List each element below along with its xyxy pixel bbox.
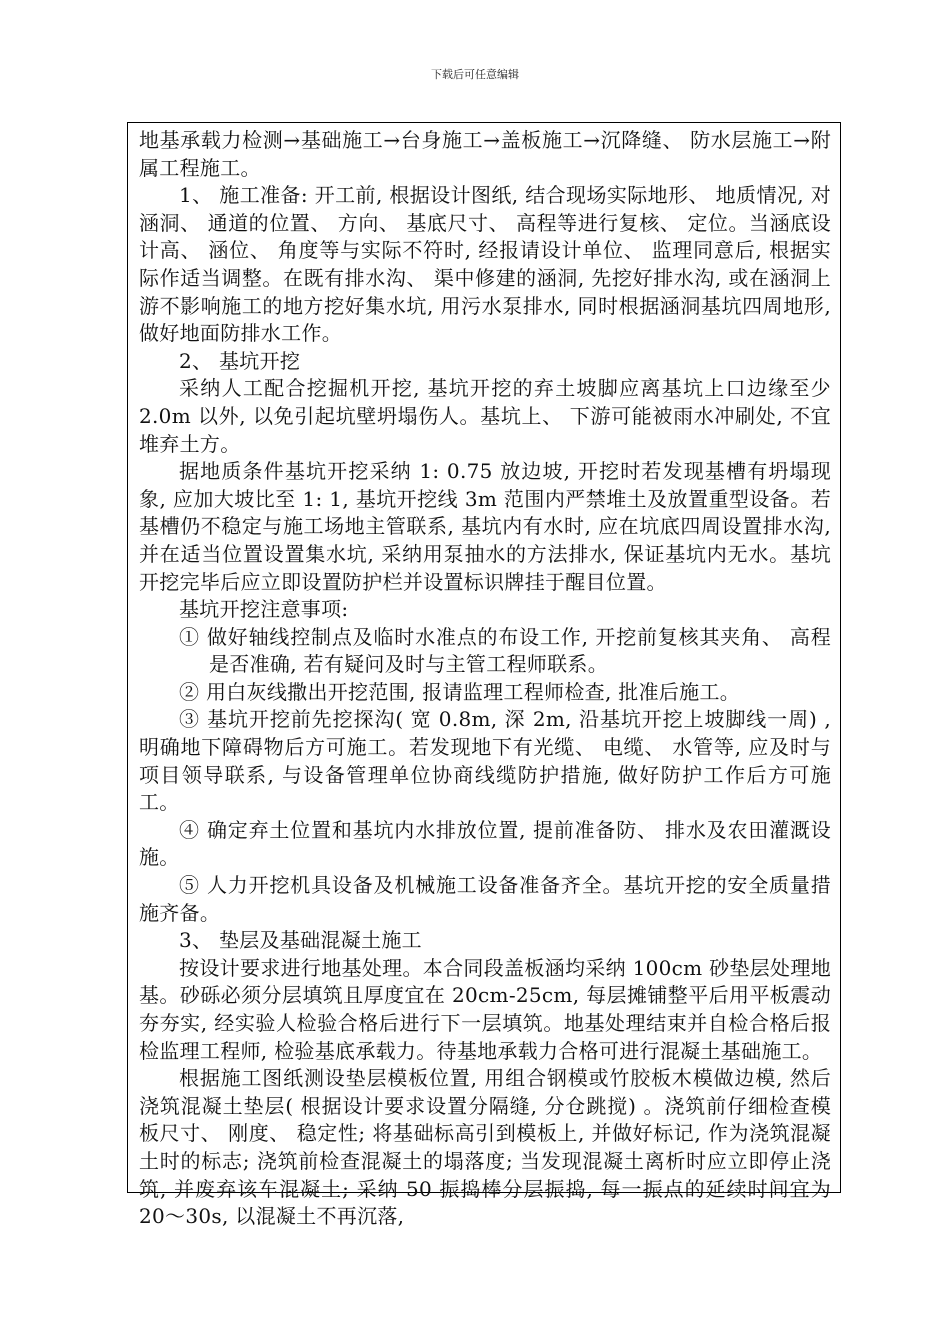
section-heading-excavation: 2、 基坑开挖 [179, 348, 301, 373]
paragraph-excavation-method: 采纳人工配合挖掘机开挖, 基坑开挖的弃土坡脚应离基坑上口边缘至少 2.0m 以外, 以免引起坑壁坍塌伤人。基坑上、 下游可能被雨水冲刷处, 不宜堆弃土方。 [139, 376, 831, 456]
page-header-note: 下载后可任意编辑 [431, 68, 519, 81]
paragraph-foundation-treatment: 按设计要求进行地基处理。本合同段盖板涵均采纳 100cm 砂垫层处理地基。砂砾必须分层填筑且厚度宜在 20cm-25cm, 每层摊铺整平后用平板震动夯夯实, 经实验人检验合格后进行下一层填筑。地基处理结束并自检合格后报检监理工程师, 检验基底承载力。待基地承载力合格可进行混凝土基础施工。 [139, 955, 831, 1063]
paragraph-construction-prep: 1、 施工准备: 开工前, 根据设计图纸, 结合现场实际地形、 地质情况, 对涵洞、 通道的位置、 方向、 基底尺寸、 高程等进行复核、 定位。当涵底设计高、 涵位、 角度等与实际不符时, 经报请设计单位、 监理同意后, 根据实际作适当调整。在既有排水沟、 渠中修建的涵洞, 先挖好排水沟, 或在涵洞上游不影响施工的地方挖好集水坑, 用污水泵排水, 同时根据涵洞基坑四周地形, 做好地面防排水工作。 [139, 183, 831, 346]
document-table-cell [127, 122, 841, 1229]
list-item-note-5: ⑤ 人力开挖机具设备及机械施工设备准备齐全。基坑开挖的安全质量措施齐备。 [139, 873, 831, 925]
document-body [128, 123, 840, 1231]
paragraph-notes-heading: 基坑开挖注意事项: [179, 597, 349, 622]
paragraph-concrete-pouring: 根据施工图纸测设垫层模板位置, 用组合钢模或竹胶板木模做边模, 然后浇筑混凝土垫层( 根据设计要求设置分隔缝, 分仓跳搅) 。浇筑前仔细检查模板尺寸、 刚度、 稳定性; 将基础标高引到模板上, 并做好标记, 作为浇筑混凝土时的标志; 浇筑前检查混凝土的塌落度; 当发现混凝土离析时应立即停止浇筑, 并废弃该车混凝土; 采纳 50 振捣棒分层振捣, 每一振点的延续时间宜为 20～30s, 以混凝土不再沉落, [139, 1066, 831, 1229]
list-item-note-2: ② 用白灰线撒出开挖范围, 报请监理工程师检查, 批准后施工。 [179, 679, 741, 704]
paragraph-slope-requirements: 据地质条件基坑开挖采纳 1: 0.75 放边坡, 开挖时若发现基槽有坍塌现象, 应加大坡比至 1: 1, 基坑开挖线 3m 范围内严禁堆土及放置重型设备。若基槽仍不稳定与施工场地主管联系, 基坑内有水时, 应在坑底四周设置排水沟, 并在适当位置设置集水坑, 采纳用泵抽水的方法排水, 保证基坑内无水。基坑开挖完毕后应立即设置防护栏并设置标识牌挂于醒目位置。 [139, 459, 831, 594]
list-item-note-4: ④ 确定弃土位置和基坑内水排放位置, 提前准备防、 排水及农田灌溉设施。 [139, 817, 831, 870]
paragraph-process-flow: 地基承载力检测→基础施工→台身施工→盖板施工→沉降缝、 防水层施工→附属工程施工。 [139, 128, 831, 180]
section-heading-cushion: 3、 垫层及基础混凝土施工 [179, 928, 422, 953]
list-item-note-1: ① 做好轴线控制点及临时水准点的布设工作, 开挖前复核其夹角、 高程是否准确, 若有疑问及时与主管工程师联系。 [179, 624, 831, 677]
list-item-note-3: ③ 基坑开挖前先挖探沟( 宽 0.8m, 深 2m, 沿基坑开挖上坡脚线一周) , 明确地下障碍物后方可施工。若发现地下有光缆、 电缆、 水管等, 应及时与项目领导联系, 与设备管理单位协商线缆防护措施, 做好防护工作后方可施工。 [139, 707, 831, 815]
